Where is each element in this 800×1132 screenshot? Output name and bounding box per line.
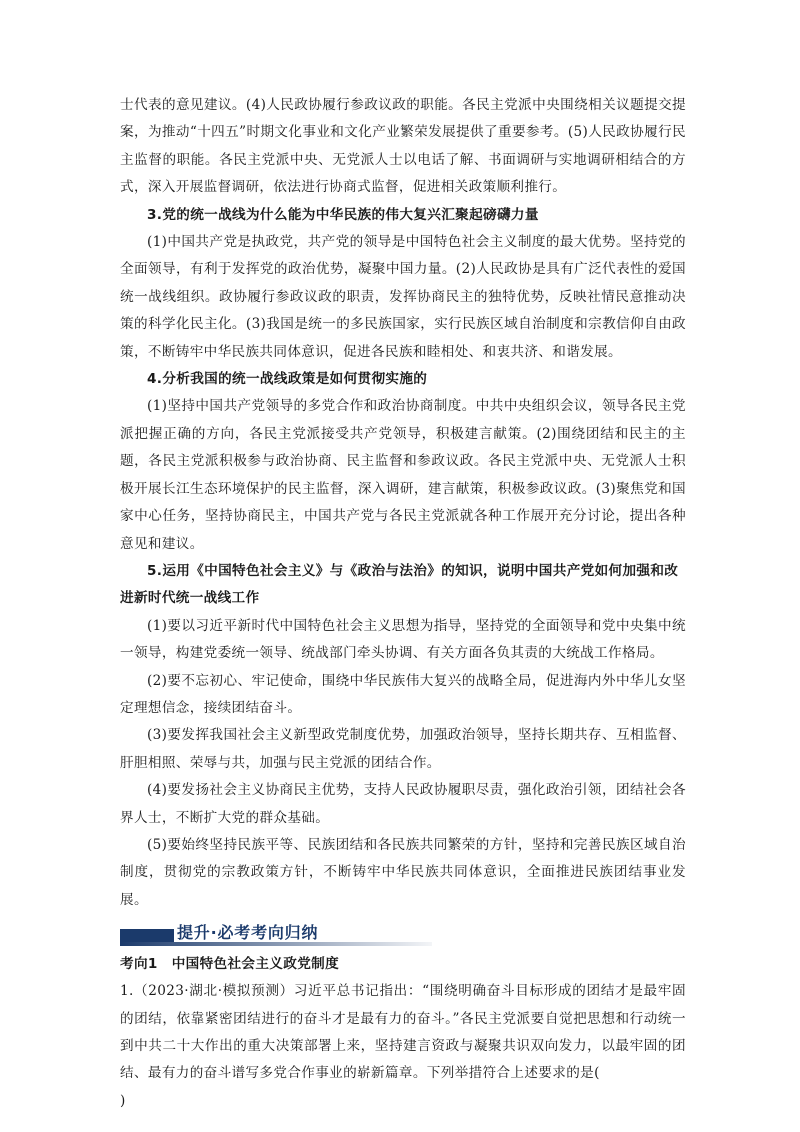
question-5-item-4: (4)要发扬社会主义协商民主优势，支持人民政协履职尽责，强化政治引领，团结社会各界人士，不断扩大党的群众基础。 [120, 782, 686, 826]
document-page [120, 92, 686, 1115]
question-1-close-paren: ) [120, 1092, 126, 1109]
question-5-item-1: (1)要以习近平新时代中国特色社会主义思想为指导，坚持党的全面领导和党中央集中统一领导，构建党委统一领导、统战部门牵头协调、有关方面各负其责的大统战工作格局。 [120, 617, 686, 662]
question-5-heading: 5.运用《中国特色社会主义》与《政治与法治》的知识，说明中国共产党如何加强和改进新时代统一战线工作 [120, 562, 679, 607]
section1-tail-paragraph: 士代表的意见建议。(4)人民政协履行参政议政的职能。各民主党派中央围绕相关议题提交提案，为推动“十四五”时期文化事业和文化产业繁荣发展提供了重要参考。(5)人民政协履行民主监督的职能。各民主党派中央、无党派人士以电话了解、书面调研与实地调研相结合的方式，深入开展监督调研，依法进行协商式监督，促进相关政策顺利推行。 [120, 97, 686, 196]
section-banner [120, 922, 432, 946]
question-3-heading: 3.党的统一战线为什么能为中华民族的伟大复兴汇聚起磅礴力量 [147, 206, 539, 223]
question-4-heading: 4.分析我国的统一战线政策是如何贯彻实施的 [147, 371, 428, 388]
question-5-item-3: (3)要发挥我国社会主义新型政党制度优势，加强政治领导，坚持长期共存、互相监督、肝胆相照、荣辱与共，加强与民主党派的团结合作。 [120, 727, 686, 771]
question-4-answer: (1)坚持中国共产党领导的多党合作和政治协商制度。中共中央组织会议，领导各民主党派把握正确的方向，各民主党派接受共产党领导，积极建言献策。(2)围绕团结和民主的主题，各民主党派积极参与政治协商、民主监督和参政议政。各民主党派中央、无党派人士积极开展长江生态环境保护的民主监督，深入调研，建言献策，积极参政议政。(3)聚焦党和国家中心任务，坚持协商民主，中国共产党与各民主党派就各种工作展开充分讨论，提出各种意见和建议。 [120, 398, 686, 552]
banner-accent-bar [120, 929, 174, 942]
question-1-stem: 1.（2023·湖北·模拟预测）习近平总书记指出：“围绕明确奋斗目标形成的团结才是最牢固的团结，依靠紧密团结进行的奋斗才是最有力的奋斗。”各民主党派要自觉把思想和行动统一到中共二十大作出的重大决策部署上来，坚持建言资政与凝聚共识双向发力，以最牢固的团结、最有力的奋斗谱写多党合作事业的崭新篇章。下列举措符合上述要求的是( [120, 983, 686, 1082]
topic-1-title: 中国特色社会主义政党制度 [171, 956, 340, 973]
topic-1-label: 考向1 [120, 956, 158, 973]
question-5-item-2: (2)要不忘初心、牢记使命，围绕中华民族伟大复兴的战略全局，促进海内外中华儿女坚定理想信念，接续团结奋斗。 [120, 672, 686, 716]
banner-title: 提升·必考考向归纳 [177, 923, 319, 943]
topic-1-heading [120, 950, 686, 978]
question-3-answer: (1)中国共产党是执政党，共产党的领导是中国特色社会主义制度的最大优势。坚持党的全面领导，有利于发挥党的政治优势，凝聚中国力量。(2)人民政协是具有广泛代表性的爱国统一战线组织。政协履行参政议政的职责，发挥协商民主的独特优势，反映社情民意推动决策的科学化民主化。(3)我国是统一的多民族国家，实行民族区域自治制度和宗教信仰自由政策，不断铸牢中华民族共同体意识，促进各民族和睦相处、和衷共济、和谐发展。 [120, 234, 686, 360]
question-5-item-5: (5)要始终坚持民族平等、民族团结和各民族共同繁荣的方针，坚持和完善民族区域自治制度，贯彻党的宗教政策方针，不断铸牢中华民族共同体意识，全面推进民族团结事业发展。 [120, 836, 686, 908]
